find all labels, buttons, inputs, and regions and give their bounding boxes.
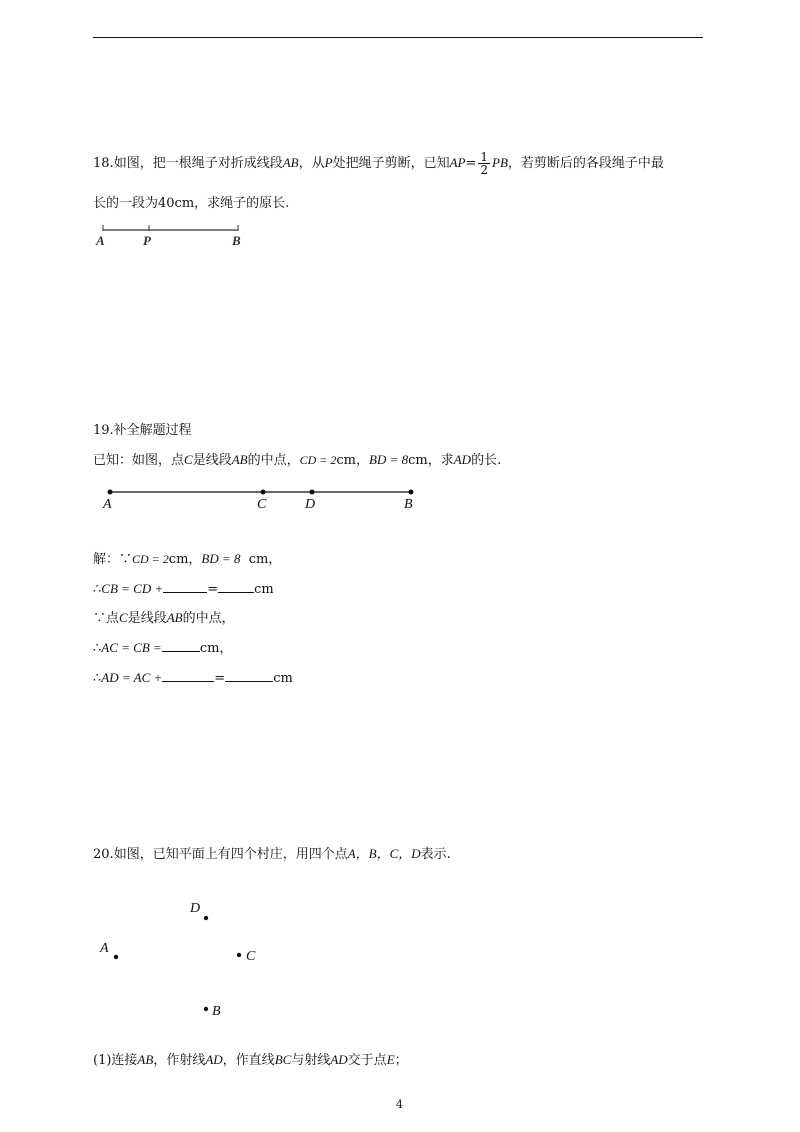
q19-solution-line2: ∴CB = CD + = cm — [93, 581, 274, 597]
q19-point-a — [108, 490, 113, 495]
q19-solution-line1: 解：∵CD = 2cm，BD = 8 cm， — [93, 551, 282, 567]
q19-point-c — [261, 490, 266, 495]
q20-label-a: A — [100, 941, 109, 956]
page-number: 4 — [396, 1098, 403, 1111]
q19-blank-2[interactable] — [218, 580, 254, 593]
fraction-one-half: $\frac{1}{2}$ — [480, 150, 489, 177]
q18-segment-figure — [103, 225, 238, 231]
q18-number: 18. — [93, 156, 114, 171]
q19-blank-4[interactable] — [162, 669, 214, 682]
q19-given: 已知：如图，点C是线段AB的中点，CD = 2cm，BD = 8cm，求AD的长. — [93, 452, 502, 468]
q20-points-figure — [114, 916, 241, 1011]
q20-number: 20. — [93, 847, 114, 862]
q19-title: 19.补全解题过程 — [93, 423, 192, 438]
q19-solution-line3: ∵点C是线段AB的中点， — [93, 610, 235, 626]
q19-solution-line4: ∴AC = CB = cm， — [93, 640, 233, 656]
q19-point-d — [310, 490, 315, 495]
q18-label-p: P — [143, 233, 151, 248]
q20-label-b: B — [212, 1004, 221, 1019]
q19-label-a: A — [103, 497, 112, 512]
q19-blank-1[interactable] — [163, 580, 207, 593]
q19-segment-figure — [108, 490, 414, 495]
q19-point-b — [409, 490, 414, 495]
q18-line1: 18.如图，把一根绳子对折成线段AB，从P处把绳子剪断，已知AP= $\frac{1}{2}$ PB，若剪断后的各段绳子中最 — [93, 150, 664, 177]
q19-blank-3[interactable] — [162, 639, 200, 652]
q20-line: 20.如图，已知平面上有四个村庄，用四个点A，B，C，D表示. — [93, 846, 451, 862]
q18-line2: 长的一段为40cm，求绳子的原长. — [93, 196, 290, 211]
q20-point-c — [237, 953, 241, 957]
q19-label-c: C — [257, 497, 267, 512]
q19-blank-5[interactable] — [225, 669, 273, 682]
q19-label-d: D — [305, 497, 316, 512]
q20-point-d — [204, 916, 208, 920]
q19-solution-line5: ∴AD = AC + = cm — [93, 670, 293, 686]
q18-label-a: A — [96, 233, 105, 248]
q20-label-c: C — [246, 949, 256, 964]
q20-part1: (1)连接AB，作射线AD，作直线BC与射线AD交于点E； — [93, 1052, 408, 1068]
q18-label-b: B — [232, 233, 241, 248]
q20-point-a — [114, 955, 118, 959]
q19-label-b: B — [404, 497, 413, 512]
q20-label-d: D — [190, 901, 201, 916]
q20-point-b — [204, 1007, 208, 1011]
